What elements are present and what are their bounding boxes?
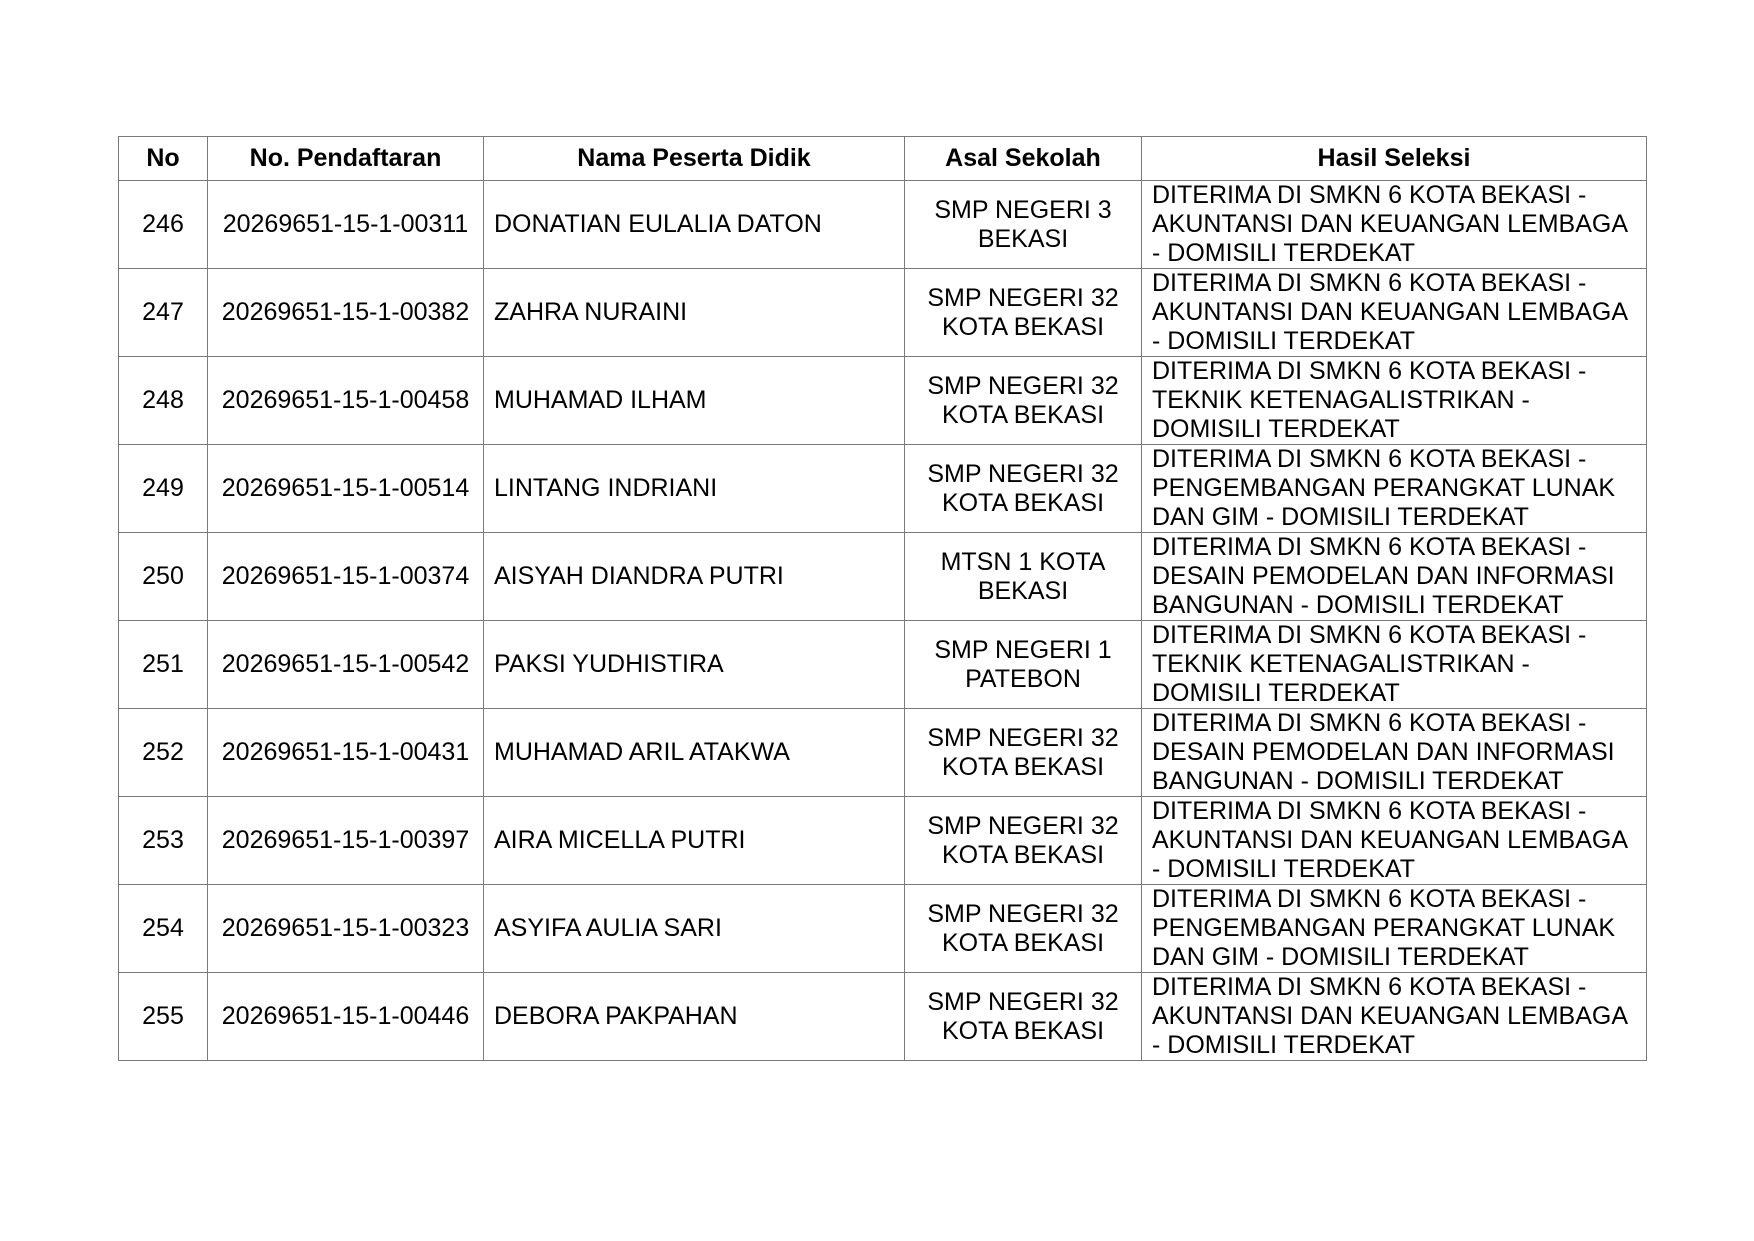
cell-origin-school: SMP NEGERI 32 KOTA BEKASI bbox=[905, 973, 1142, 1061]
cell-selection-result: DITERIMA DI SMKN 6 KOTA BEKASI - PENGEMBANGAN PERANGKAT LUNAK DAN GIM - DOMISILI TERDEKAT bbox=[1142, 885, 1647, 973]
cell-registration-number: 20269651-15-1-00323 bbox=[208, 885, 484, 973]
selection-results-table bbox=[118, 136, 1647, 1061]
table-row bbox=[119, 269, 1647, 357]
table-row bbox=[119, 533, 1647, 621]
cell-registration-number: 20269651-15-1-00542 bbox=[208, 621, 484, 709]
cell-student-name: DEBORA PAKPAHAN bbox=[484, 973, 905, 1061]
header-registration-number: No. Pendaftaran bbox=[208, 137, 484, 181]
cell-registration-number: 20269651-15-1-00311 bbox=[208, 181, 484, 269]
cell-registration-number: 20269651-15-1-00458 bbox=[208, 357, 484, 445]
table-row bbox=[119, 181, 1647, 269]
cell-selection-result: DITERIMA DI SMKN 6 KOTA BEKASI - TEKNIK KETENAGALISTRIKAN - DOMISILI TERDEKAT bbox=[1142, 621, 1647, 709]
cell-selection-result: DITERIMA DI SMKN 6 KOTA BEKASI - TEKNIK KETENAGALISTRIKAN - DOMISILI TERDEKAT bbox=[1142, 357, 1647, 445]
cell-origin-school: SMP NEGERI 32 KOTA BEKASI bbox=[905, 269, 1142, 357]
table-row bbox=[119, 797, 1647, 885]
cell-no: 255 bbox=[119, 973, 208, 1061]
cell-origin-school: SMP NEGERI 32 KOTA BEKASI bbox=[905, 885, 1142, 973]
cell-origin-school: SMP NEGERI 32 KOTA BEKASI bbox=[905, 797, 1142, 885]
cell-no: 248 bbox=[119, 357, 208, 445]
cell-registration-number: 20269651-15-1-00431 bbox=[208, 709, 484, 797]
cell-no: 253 bbox=[119, 797, 208, 885]
cell-selection-result: DITERIMA DI SMKN 6 KOTA BEKASI - DESAIN PEMODELAN DAN INFORMASI BANGUNAN - DOMISILI TERDEKAT bbox=[1142, 533, 1647, 621]
cell-selection-result: DITERIMA DI SMKN 6 KOTA BEKASI - DESAIN PEMODELAN DAN INFORMASI BANGUNAN - DOMISILI TERDEKAT bbox=[1142, 709, 1647, 797]
header-selection-result: Hasil Seleksi bbox=[1142, 137, 1647, 181]
cell-origin-school: SMP NEGERI 3 BEKASI bbox=[905, 181, 1142, 269]
cell-registration-number: 20269651-15-1-00514 bbox=[208, 445, 484, 533]
cell-origin-school: SMP NEGERI 32 KOTA BEKASI bbox=[905, 709, 1142, 797]
cell-registration-number: 20269651-15-1-00382 bbox=[208, 269, 484, 357]
table-body bbox=[119, 181, 1647, 1061]
header-origin-school: Asal Sekolah bbox=[905, 137, 1142, 181]
cell-registration-number: 20269651-15-1-00397 bbox=[208, 797, 484, 885]
table-row bbox=[119, 709, 1647, 797]
table-row bbox=[119, 445, 1647, 533]
cell-student-name: LINTANG INDRIANI bbox=[484, 445, 905, 533]
cell-no: 254 bbox=[119, 885, 208, 973]
cell-student-name: DONATIAN EULALIA DATON bbox=[484, 181, 905, 269]
cell-selection-result: DITERIMA DI SMKN 6 KOTA BEKASI - AKUNTANSI DAN KEUANGAN LEMBAGA - DOMISILI TERDEKAT bbox=[1142, 797, 1647, 885]
header-no: No bbox=[119, 137, 208, 181]
header-student-name: Nama Peserta Didik bbox=[484, 137, 905, 181]
cell-no: 247 bbox=[119, 269, 208, 357]
cell-student-name: ZAHRA NURAINI bbox=[484, 269, 905, 357]
cell-no: 252 bbox=[119, 709, 208, 797]
table-row bbox=[119, 357, 1647, 445]
table-row bbox=[119, 621, 1647, 709]
cell-origin-school: SMP NEGERI 1 PATEBON bbox=[905, 621, 1142, 709]
cell-origin-school: SMP NEGERI 32 KOTA BEKASI bbox=[905, 445, 1142, 533]
cell-student-name: AIRA MICELLA PUTRI bbox=[484, 797, 905, 885]
cell-selection-result: DITERIMA DI SMKN 6 KOTA BEKASI - AKUNTANSI DAN KEUANGAN LEMBAGA - DOMISILI TERDEKAT bbox=[1142, 973, 1647, 1061]
table-header bbox=[119, 137, 1647, 181]
cell-selection-result: DITERIMA DI SMKN 6 KOTA BEKASI - AKUNTANSI DAN KEUANGAN LEMBAGA - DOMISILI TERDEKAT bbox=[1142, 181, 1647, 269]
cell-registration-number: 20269651-15-1-00374 bbox=[208, 533, 484, 621]
cell-no: 251 bbox=[119, 621, 208, 709]
header-row bbox=[119, 137, 1647, 181]
cell-selection-result: DITERIMA DI SMKN 6 KOTA BEKASI - PENGEMBANGAN PERANGKAT LUNAK DAN GIM - DOMISILI TERDEKAT bbox=[1142, 445, 1647, 533]
cell-student-name: ASYIFA AULIA SARI bbox=[484, 885, 905, 973]
cell-student-name: PAKSI YUDHISTIRA bbox=[484, 621, 905, 709]
cell-student-name: MUHAMAD ILHAM bbox=[484, 357, 905, 445]
table-row bbox=[119, 973, 1647, 1061]
cell-origin-school: SMP NEGERI 32 KOTA BEKASI bbox=[905, 357, 1142, 445]
cell-no: 246 bbox=[119, 181, 208, 269]
cell-student-name: MUHAMAD ARIL ATAKWA bbox=[484, 709, 905, 797]
cell-no: 250 bbox=[119, 533, 208, 621]
cell-no: 249 bbox=[119, 445, 208, 533]
cell-student-name: AISYAH DIANDRA PUTRI bbox=[484, 533, 905, 621]
cell-selection-result: DITERIMA DI SMKN 6 KOTA BEKASI - AKUNTANSI DAN KEUANGAN LEMBAGA - DOMISILI TERDEKAT bbox=[1142, 269, 1647, 357]
cell-registration-number: 20269651-15-1-00446 bbox=[208, 973, 484, 1061]
cell-origin-school: MTSN 1 KOTA BEKASI bbox=[905, 533, 1142, 621]
table-row bbox=[119, 885, 1647, 973]
